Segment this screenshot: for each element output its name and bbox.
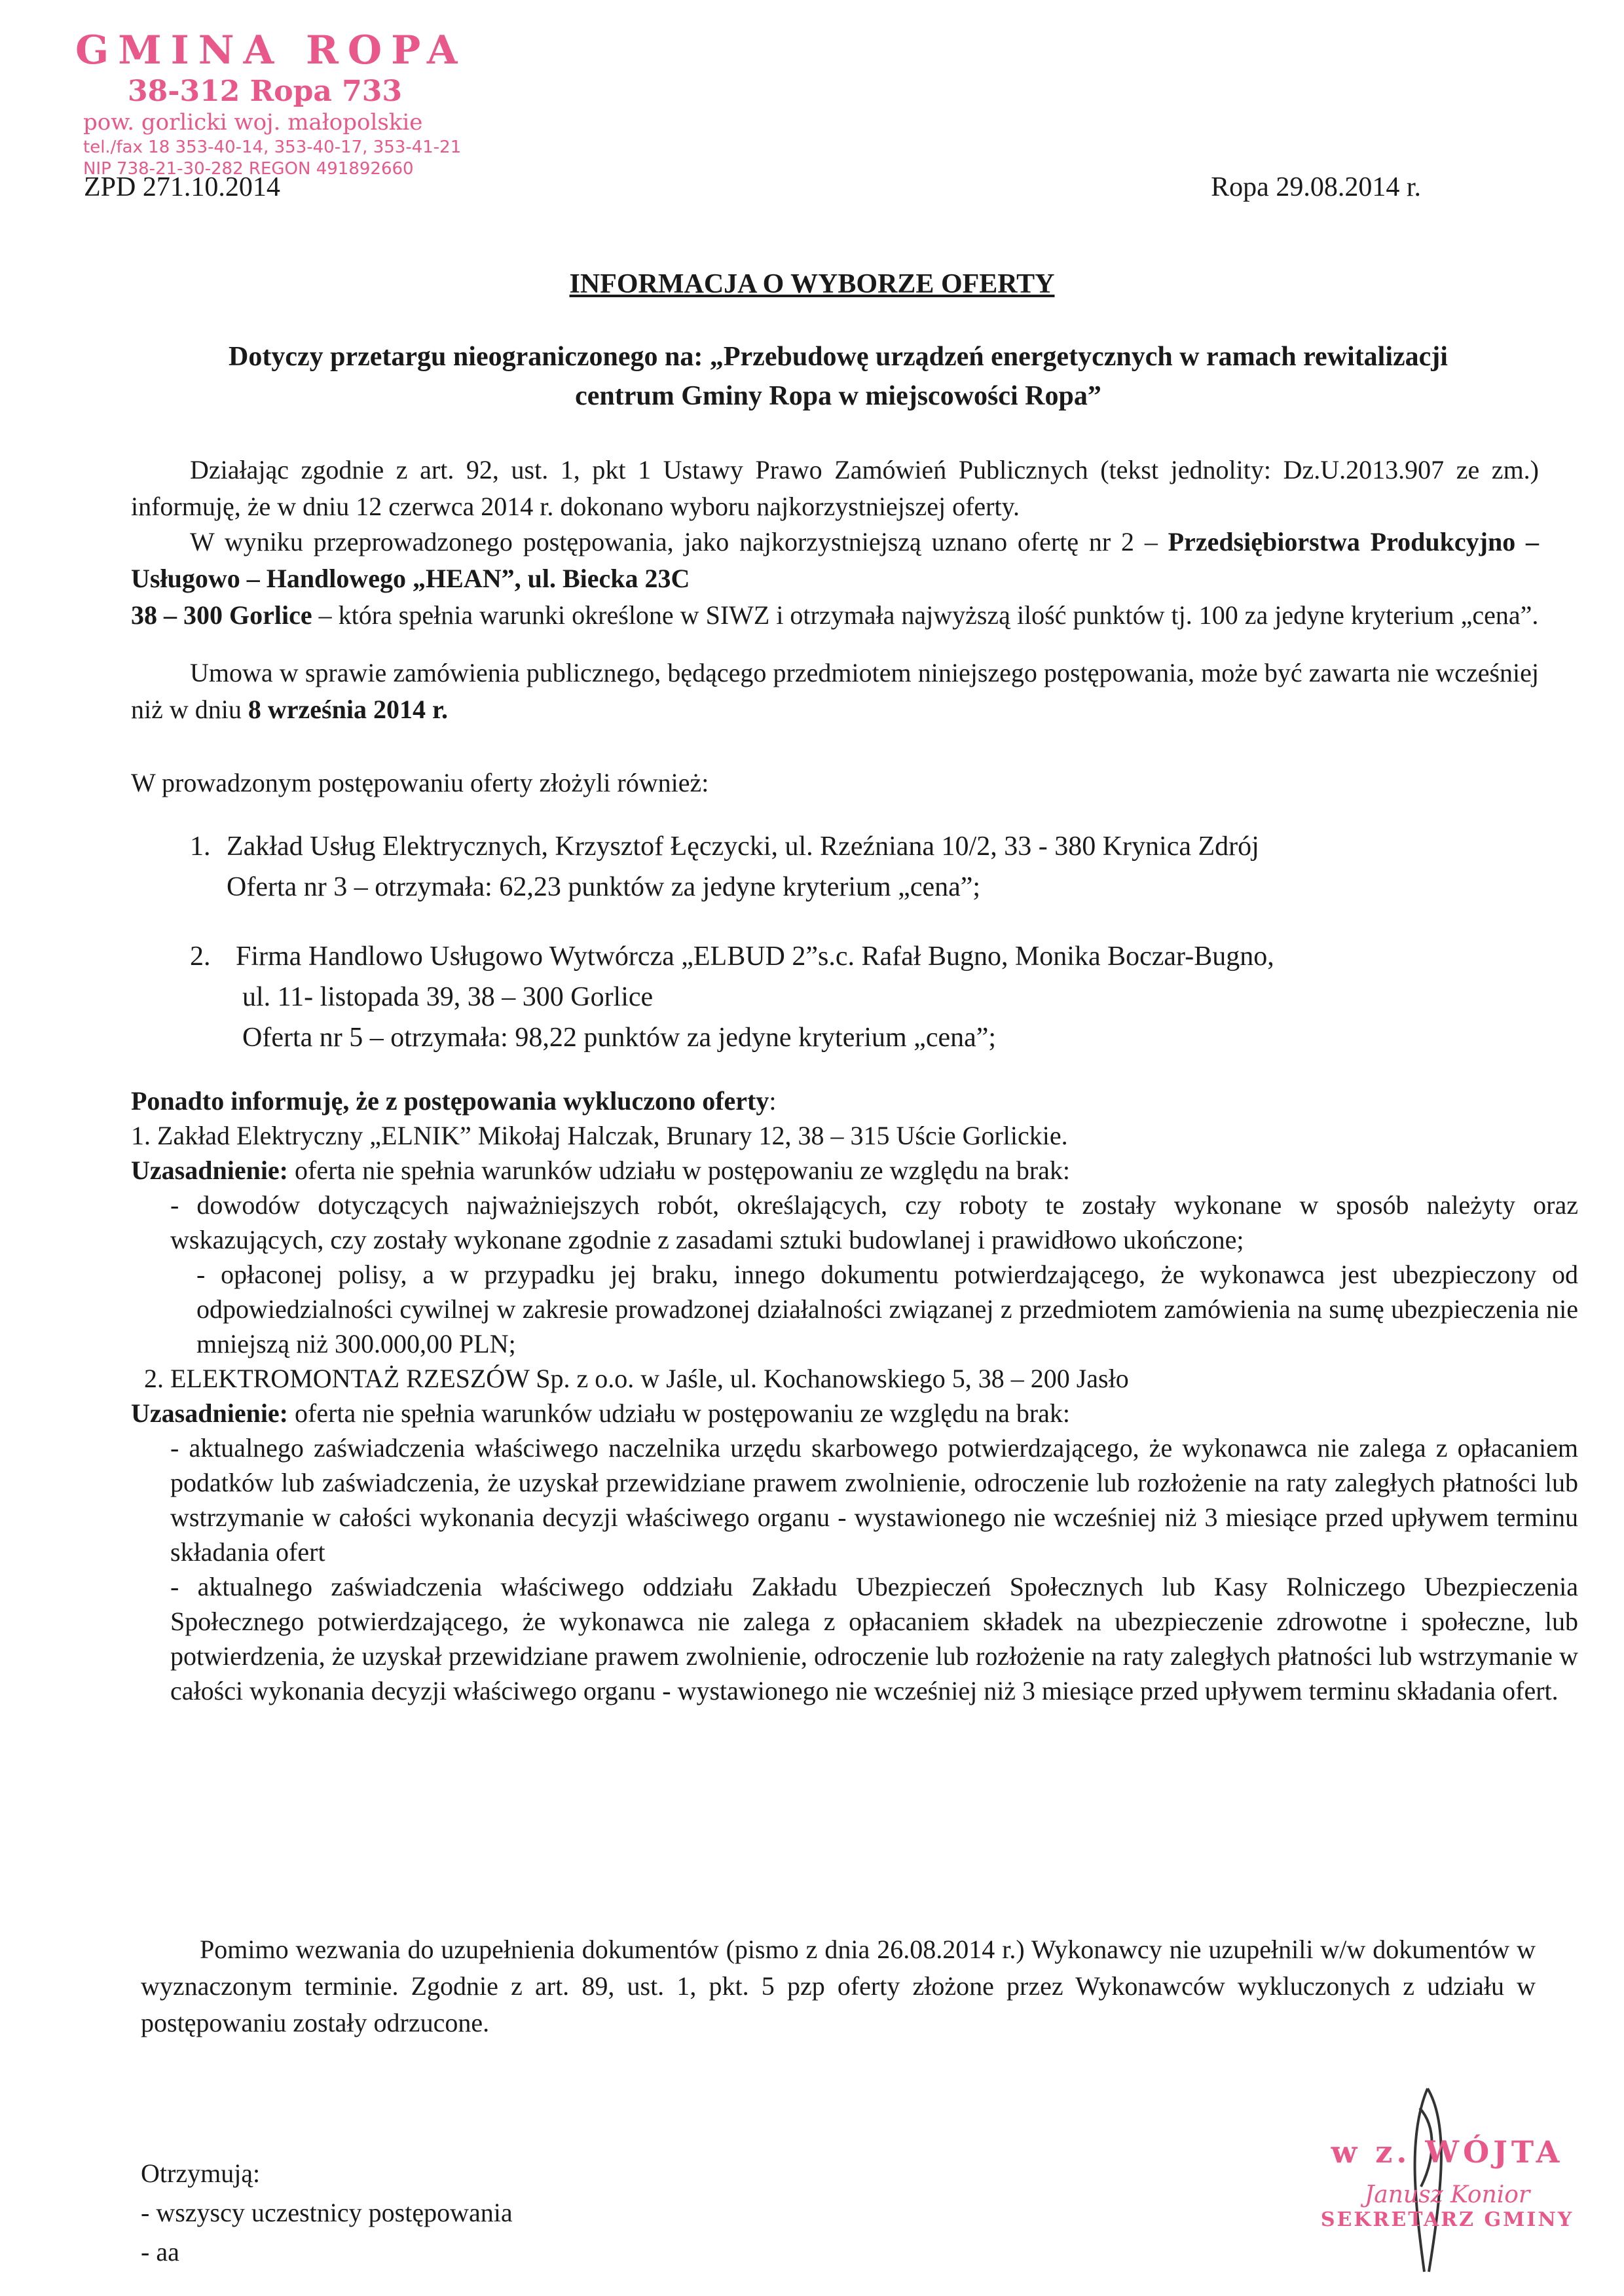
exclusions-heading (131, 1084, 1578, 1118)
paragraph-text (131, 655, 1539, 728)
offer-number: 2. (190, 941, 211, 972)
justification (131, 1396, 1578, 1430)
offer-line: ul. 11- listopada 39, 38 – 300 Gorlice (242, 982, 654, 1012)
justification-bullet: - opłaconej polisy, a w przypadku jej braku, innego dokumentu potwierdzającego, że wykonawca jest ubezpieczony od odpowiedzialności cywilnej w zakresie prowadzonej działalności związanej z przedmiotem zamówienia na sumę ubezpieczenia nie mniejszą niż 300.000,00 PLN; (196, 1260, 1578, 1358)
justification-text: oferta nie spełnia warunków udziału w postępowaniu ze względu na brak: (288, 1156, 1071, 1185)
contract-date: 8 września 2014 r. (248, 695, 449, 724)
recipients-label: Otrzymują: (141, 2159, 261, 2188)
justification-label: Uzasadnienie: (131, 1156, 288, 1185)
document-title: INFORMACJA O WYBORZE OFERTY (569, 269, 1055, 299)
paragraph-text (131, 524, 1539, 634)
heading-text: Ponadto informuję, że z postępowania wykluczono oferty (131, 1086, 769, 1116)
stamp-ids: NIP 738-21-30-282 REGON 491892660 (83, 159, 414, 179)
justification-bullet: - aktualnego zaświadczenia właściwego naczelnika urzędu skarbowego potwierdzającego, że wykonawca nie zalega z opłacaniem podatków lub zaświadczenia, że uzyskał przewidziane prawem zwolnienie, odroczenie lub rozłożenie na raty zaległych płatności lub wstrzymanie w całości wykonania decyzji właściwego organu - wystawionego nie wcześniej niż 3 miesiące przed upływem terminu składania ofert (170, 1433, 1578, 1567)
document-subject (144, 337, 1532, 416)
text-run: Umowa w sprawie zamówienia publicznego, będącego przedmiotem niniejszego postępowania, może być zawarta nie wcześniej niż w dniu (131, 658, 1539, 724)
paragraph-text: Pomimo wezwania do uzupełnienia dokumentów (pismo z dnia 26.08.2014 r.) Wykonawcy nie uzupełnili w/w dokumentów w wyznaczonym terminie. Zgodnie z art. 89, ust. 1, pkt. 5 pzp oferty złożone przez Wykonawców wykluczonych z udziału w postępowaniu zostały odrzucone. (141, 1935, 1536, 2037)
offer-item (190, 826, 1565, 907)
excluded-offer-1: 1. Zakład Elektryczny „ELNIK” Mikołaj Halczak, Brunary 12, 38 – 315 Uście Gorlickie. (131, 1121, 1068, 1150)
heading-colon: : (769, 1086, 777, 1116)
winner-city: 38 – 300 Gorlice (131, 600, 312, 630)
signature-stamp-name: Janusz Konior (1364, 2181, 1530, 2208)
recipient-item: - aa (141, 2237, 179, 2267)
paragraph-contract (131, 655, 1539, 728)
office-stamp (75, 26, 481, 179)
excluded-offer-2: 2. ELEKTROMONTAŻ RZESZÓW Sp. z o.o. w Jaśle, ul. Kochanowskiego 5, 38 – 200 Jasło (144, 1364, 1129, 1393)
stamp-county: pow. gorlicki woj. małopolskie (83, 109, 423, 136)
justification (131, 1153, 1578, 1188)
justification-text: oferta nie spełnia warunków udziału w postępowaniu ze względu na brak: (288, 1398, 1071, 1428)
recipients (141, 2154, 513, 2272)
offer-item (190, 936, 1565, 1058)
text-run: – która spełnia warunki określone w SIWZ i otrzymała najwyższą ilość punktów tj. 100 za jedyne kryterium „cena”. (312, 600, 1539, 630)
document-date: Ropa 29.08.2014 r. (1211, 172, 1421, 202)
text-run: W wyniku przeprowadzonego postępowania, jako najkorzystniejszą uznano ofertę nr 2 – (190, 527, 1168, 556)
offer-line: Zakład Usług Elektrycznych, Krzysztof Łęczycki, ul. Rzeźniana 10/2, 33 - 380 Krynica Zdrój (227, 831, 1259, 862)
stamp-address: 38-312 Ropa 733 (128, 75, 403, 108)
subject-line: centrum Gminy Ropa w miejscowości Ropa” (575, 381, 1101, 411)
subject-line: Dotyczy przetargu nieograniczonego na: „Przebudowę urządzeń energetycznych w ramach rewitalizacji (229, 342, 1448, 372)
justification-label: Uzasadnienie: (131, 1398, 288, 1428)
offer-number: 1. (190, 831, 211, 862)
offer-score: Oferta nr 3 – otrzymała: 62,23 punktów za jedyne kryterium „cena”; (227, 872, 981, 902)
signature-stamp-role: SEKRETARZ GMINY (1320, 2208, 1574, 2231)
paragraph-text: Działając zgodnie z art. 92, ust. 1, pkt 1 Ustawy Prawo Zamówień Publicznych (tekst jednolity: Dz.U.2013.907 ze zm.) informuję, że w dniu 12 czerwca 2014 r. dokonano wyboru najkorzystniejszej oferty. (131, 455, 1539, 521)
justification-bullet: - aktualnego zaświadczenia właściwego oddziału Zakładu Ubezpieczeń Społecznych lub Kasy Rolniczego Ubezpieczenia Społecznego potwierdzającego, że wykonawca nie zalega z opłacaniem składek na ubezpieczenie zdrowotne i społeczne, lub potwierdzenia, że uzyskał przewidziane prawem zwolnienie, odroczenie lub rozłożenie na raty zaległych płatności lub wstrzymanie w całości wykonania decyzji właściwego organu - wystawionego nie wcześniej niż 3 miesiące przed upływem terminu składania ofert. (170, 1572, 1578, 1705)
offer-line: Firma Handlowo Usługowo Wytwórcza „ELBUD 2”s.c. Rafał Bugno, Monika Boczar-Bugno, (236, 941, 1274, 972)
stamp-phone: tel./fax 18 353-40-14, 353-40-17, 353-41-21 (83, 137, 462, 157)
paragraph-other-offers (131, 765, 1539, 801)
signature-stamp (1303, 2134, 1591, 2231)
winner-name: Przedsiębiorstwa Produkcyjno – Usługowo – Handlowego „HEAN”, ul. Biecka 23C (131, 527, 1539, 593)
exclusions-section (131, 1084, 1578, 1708)
reference-number: ZPD 271.10.2014 (84, 172, 280, 202)
signature-stamp-title: w z. WÓJTA (1331, 2134, 1564, 2170)
offer-score: Oferta nr 5 – otrzymała: 98,22 punktów za jedyne kryterium „cena”; (242, 1023, 997, 1053)
paragraph-winner (131, 524, 1539, 634)
paragraph-text: W prowadzonym postępowaniu oferty złożyli również: (131, 768, 709, 797)
stamp-name: GMINA ROPA (75, 27, 467, 73)
recipient-item: - wszyscy uczestnicy postępowania (141, 2198, 513, 2227)
paragraph-legal-basis (131, 452, 1539, 525)
paragraph-closing (141, 1931, 1536, 2041)
justification-bullet: - dowodów dotyczących najważniejszych robót, określających, czy roboty te zostały wykonane w sposób należyty oraz wskazujących, czy zostały wykonane zgodnie z zasadami sztuki budowlanej i prawidłowo ukończone; (170, 1190, 1578, 1254)
